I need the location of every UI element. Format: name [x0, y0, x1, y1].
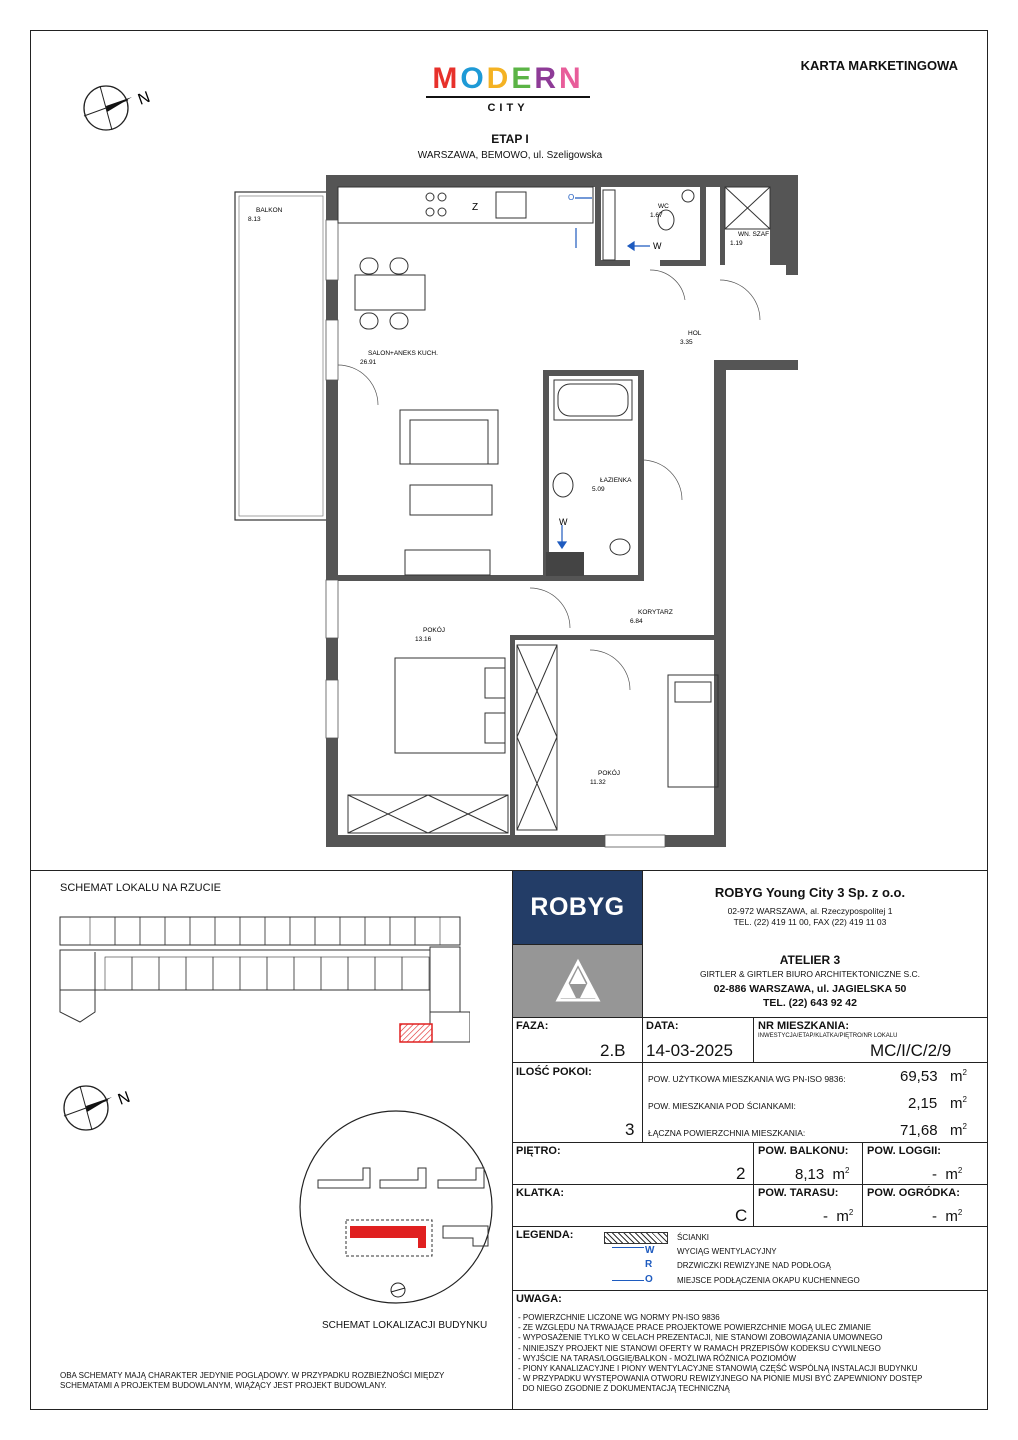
- room-area: 26.91: [360, 359, 377, 366]
- room-area: 6.84: [630, 618, 643, 625]
- room-area: 1.67: [650, 212, 663, 219]
- pow-sciankami-value: 2,15: [908, 1095, 938, 1112]
- legend-item: DRZWICZKI REWIZYJNE NAD PODŁOGĄ: [677, 1261, 831, 1270]
- nr-value: MC/I/C/2/9: [870, 1041, 952, 1060]
- pow-laczna-label: ŁĄCZNA POWIERZCHNIA MIESZKANIA:: [648, 1128, 806, 1138]
- taras-label: POW. TARASU:: [758, 1187, 839, 1199]
- architect-address: 02-886 WARSZAWA, ul. JAGIELSKA 50: [713, 983, 907, 995]
- legend-item: MIEJSCE PODŁĄCZENIA OKAPU KUCHENNEGO: [677, 1276, 860, 1285]
- pow-sciankami-label: POW. MIESZKANIA POD ŚCIANKAMI:: [648, 1101, 796, 1111]
- svg-text:N: N: [115, 1088, 133, 1109]
- legend-hatch: [604, 1232, 668, 1244]
- room-area: 5.09: [592, 486, 605, 493]
- remarks-list: [518, 1313, 978, 1395]
- room-area: 13.16: [415, 636, 432, 643]
- pow-laczna-value: 71,68: [900, 1122, 938, 1139]
- card-title: KARTA MARKETINGOWA: [800, 58, 958, 73]
- room-area: 11.32: [590, 779, 606, 786]
- klatka-label: KLATKA:: [516, 1187, 565, 1199]
- pow-uzytkowa-label: POW. UŻYTKOWA MIESZKANIA WG PN-ISO 9836:: [648, 1074, 846, 1084]
- company-address: 02-972 WARSZAWA, al. Rzeczypospolitej 1: [727, 906, 893, 916]
- atelier-logo: [513, 945, 642, 1017]
- faza-value: 2.B: [600, 1041, 626, 1060]
- architect-info: [645, 953, 975, 1010]
- divider: [30, 870, 988, 871]
- logo-letter: D: [486, 62, 512, 95]
- room-area: 8.13: [248, 216, 261, 223]
- room-area: 1.19: [730, 240, 743, 247]
- room-name: POKÓJ: [423, 627, 446, 634]
- north-arrow-icon: [76, 80, 166, 140]
- room-area: 3.35: [680, 339, 693, 346]
- remark-line: - WYPOSAŻENIE TYLKO W CELACH PREZENTACJI, NIE STANOWI ZOBOWIĄZANIA UMOWNEGO: [518, 1333, 883, 1343]
- legend-item: WYCIĄG WENTYLACYJNY: [677, 1247, 777, 1256]
- unit: m: [950, 1068, 963, 1085]
- north-arrow-icon: [60, 1080, 140, 1140]
- architect-phone: TEL. (22) 643 92 42: [763, 997, 857, 1009]
- floor-plan: [230, 170, 810, 860]
- data-value: 14-03-2025: [646, 1041, 733, 1060]
- legend-item: ŚCIANKI: [677, 1233, 710, 1242]
- loggia-label: POW. LOGGII:: [867, 1145, 941, 1157]
- architect-firm: GIRTLER & GIRTLER BIURO ARCHITEKTONICZNE S.C.: [699, 969, 921, 979]
- building-schema-title: SCHEMAT LOKALIZACJI BUDYNKU: [322, 1320, 488, 1331]
- ogrodek-value: -: [932, 1208, 937, 1225]
- remark-line: - POWIERZCHNIE LICZONE WG NORMY PN-ISO 9836: [518, 1313, 720, 1322]
- building-schema: [298, 1108, 518, 1318]
- room-name: ŁAZIENKA: [600, 477, 632, 484]
- stage-title: ETAP I: [491, 132, 529, 146]
- svg-text:W: W: [653, 241, 662, 251]
- room-name: WN. SZAF: [738, 231, 770, 238]
- klatka-value: C: [735, 1206, 748, 1225]
- logo-sub: CITY: [487, 102, 529, 114]
- svg-text:Z: Z: [472, 202, 479, 213]
- remark-line: DO NIEGO ZGODNIE Z DOKUMENTACJĄ TECHNICZNĄ: [518, 1384, 730, 1394]
- pow-uzytkowa-value: 69,53: [900, 1068, 938, 1085]
- logo-letter: M: [432, 62, 461, 95]
- balcony: [235, 192, 327, 520]
- balkon-label: POW. BALKONU:: [758, 1145, 849, 1157]
- schema-disclaimer: OBA SCHEMATY MAJĄ CHARAKTER JEDYNIE POGLĄDOWY. W PRZYPADKU ROZBIEŻNOŚCI MIĘDZY SCHEMATAMI A PROJEKTEM BUDOWLANYM, WIĄŻĄCY JEST PROJEKT BUDOWLANY.: [60, 1371, 445, 1391]
- taras-value: -: [823, 1208, 828, 1225]
- logo-letter: E: [511, 62, 535, 95]
- logo-word: [418, 64, 598, 94]
- logo-letter: O: [460, 62, 487, 95]
- room-name: SALON+ANEKS KUCH.: [368, 350, 438, 357]
- pokoje-label: ILOŚĆ POKOI:: [516, 1066, 592, 1078]
- logo-letter: R: [534, 62, 560, 95]
- company-phone: TEL. (22) 419 11 00, FAX (22) 419 11 03: [733, 917, 887, 927]
- svg-text:O: O: [568, 193, 575, 202]
- remark-line: - W PRZYPADKU WYSTĘPOWANIA OTWORU REWIZYJNEGO NA PIONIE MUSI BYĆ ZAPEWNIONY DOSTĘP: [518, 1374, 923, 1384]
- room-name: BALKON: [256, 207, 283, 214]
- floor-schema-title: SCHEMAT LOKALU NA RZUCIE: [60, 882, 221, 894]
- nr-sub: INWESTYCJA/ETAP/KLATKA/PIĘTRO/NR LOKALU: [758, 1033, 898, 1039]
- north-label: N: [135, 88, 153, 109]
- pokoje-value: 3: [625, 1120, 635, 1139]
- company-info: [645, 885, 975, 928]
- remark-line: - PIONY KANALIZACYJNE I PIONY WENTYLACYJNE STANOWIĄ CZĘŚĆ WSPÓLNĄ INSTALACJI BUDYNKU: [518, 1364, 918, 1374]
- pietro-label: PIĘTRO:: [516, 1145, 561, 1157]
- legend-title: LEGENDA:: [516, 1229, 574, 1241]
- room-name: KORYTARZ: [638, 609, 673, 616]
- ogrodek-label: POW. OGRÓDKA:: [867, 1187, 960, 1199]
- modern-city-logo: [418, 64, 598, 114]
- faza-label: FAZA:: [516, 1020, 549, 1032]
- remark-line: - WYJŚCIE NA TARAS/LOGGIĘ/BALKON - MOŻLIWA RÓŻNICA POZIOMÓW: [518, 1353, 797, 1363]
- loggia-value: -: [932, 1166, 937, 1183]
- data-label: DATA:: [646, 1020, 679, 1032]
- company-name: ROBYG Young City 3 Sp. z o.o.: [714, 885, 906, 900]
- floor-schema: [50, 912, 470, 1047]
- stage-address: WARSZAWA, BEMOWO, ul. Szeligowska: [417, 150, 603, 161]
- remarks-title: UWAGA:: [516, 1293, 562, 1305]
- room-name: POKÓJ: [598, 770, 621, 777]
- architect-name: ATELIER 3: [779, 953, 841, 967]
- remark-line: - ZE WZGLĘDU NA TRWAJĄCE PRACE PROJEKTOWE POWIERZCHNIE MOGĄ ULEC ZMIANIE: [518, 1323, 872, 1333]
- room-name: HOL: [688, 330, 702, 337]
- room-name: WC: [658, 203, 669, 210]
- logo-letter: N: [559, 62, 584, 95]
- balkon-value: 8,13: [795, 1166, 825, 1183]
- robyg-logo: ROBYG: [513, 871, 642, 944]
- stage-header: [380, 132, 640, 161]
- remark-line: - NINIEJSZY PROJEKT NIE STANOWI OFERTY W RAMACH PRZEPISÓW KODEKSU CYWILNEGO: [518, 1343, 881, 1353]
- nr-label: NR MIESZKANIA:: [758, 1020, 850, 1032]
- pietro-value: 2: [736, 1164, 746, 1183]
- svg-text:W: W: [559, 517, 568, 527]
